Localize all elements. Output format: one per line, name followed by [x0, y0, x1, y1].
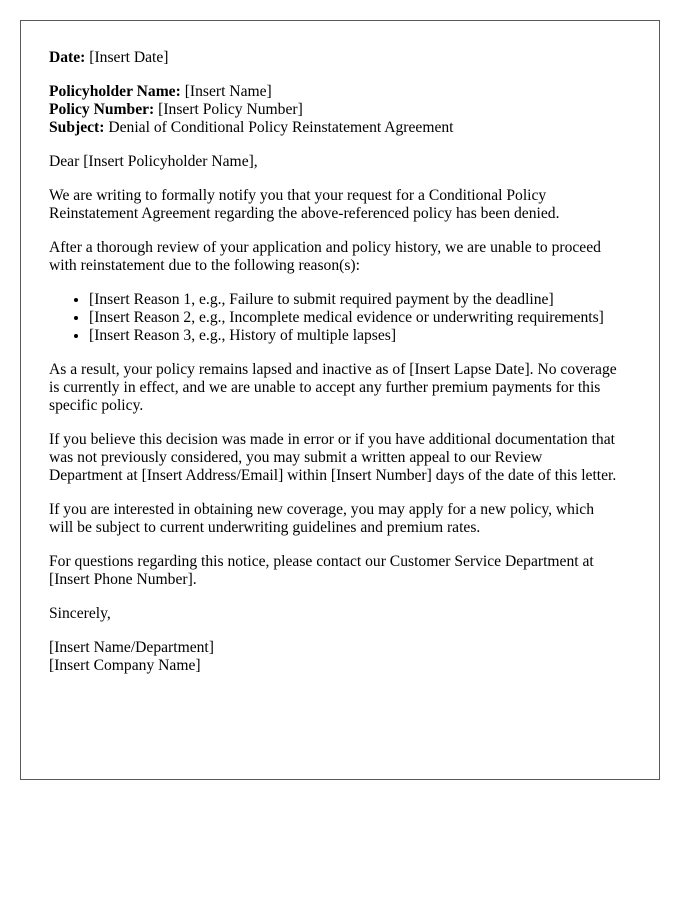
policy-number-value: [Insert Policy Number] — [154, 101, 303, 118]
salutation: Dear [Insert Policyholder Name], — [49, 153, 258, 170]
notification-line: Reinstatement Agreement regarding the above-referenced policy has been denied. — [49, 205, 560, 222]
appeal-paragraph — [49, 431, 631, 485]
review-line: After a thorough review of your application and policy history, we are unable to proceed — [49, 239, 601, 256]
date-line — [49, 49, 631, 67]
reason-item: • [Insert Reason 3, e.g., History of multiple lapses] — [89, 327, 631, 345]
letter-frame — [20, 20, 660, 780]
policyholder-value: [Insert Name] — [180, 83, 272, 100]
date-label: Date: — [49, 49, 86, 66]
appeal-line: Department at [Insert Address/Email] within [Insert Number] days of the date of this letter. — [49, 467, 617, 484]
subject-line — [49, 119, 631, 137]
reasons-list — [49, 291, 631, 345]
contact-line: [Insert Phone Number]. — [49, 571, 197, 588]
contact-line: For questions regarding this notice, please contact our Customer Service Department at — [49, 553, 594, 570]
closing: Sincerely, — [49, 605, 111, 622]
lapsed-line: As a result, your policy remains lapsed and inactive as of [Insert Lapse Date]. No coverage — [49, 361, 617, 378]
reason-item: • [Insert Reason 1, e.g., Failure to submit required payment by the deadline] — [89, 291, 631, 309]
date-value: [Insert Date] — [85, 49, 169, 66]
policy-info-block — [49, 83, 631, 137]
notification-paragraph — [49, 187, 631, 223]
signature-block — [49, 639, 631, 675]
review-line: with reinstatement due to the following reason(s): — [49, 257, 360, 274]
subject-label: Subject: — [49, 119, 105, 136]
signature-company: [Insert Company Name] — [49, 657, 201, 674]
policy-number-label: Policy Number: — [49, 101, 155, 118]
reason-item: • [Insert Reason 2, e.g., Incomplete medical evidence or underwriting requirements] — [89, 309, 631, 327]
new-coverage-paragraph — [49, 501, 631, 537]
new-coverage-line: will be subject to current underwriting guidelines and premium rates. — [49, 519, 481, 536]
signature-name: [Insert Name/Department] — [49, 639, 214, 656]
contact-paragraph — [49, 553, 631, 589]
policy-number-line — [49, 101, 631, 119]
review-paragraph — [49, 239, 631, 275]
notification-line: We are writing to formally notify you that your request for a Conditional Policy — [49, 187, 547, 204]
subject-value: Denial of Conditional Policy Reinstatement Agreement — [104, 119, 454, 136]
lapsed-line: specific policy. — [49, 397, 144, 414]
lapsed-line: is currently in effect, and we are unable to accept any further premium payments for this — [49, 379, 601, 396]
appeal-line: If you believe this decision was made in error or if you have additional documentation that — [49, 431, 615, 448]
new-coverage-line: If you are interested in obtaining new coverage, you may apply for a new policy, which — [49, 501, 595, 518]
policyholder-label: Policyholder Name: — [49, 83, 181, 100]
appeal-line: was not previously considered, you may submit a written appeal to our Review — [49, 449, 543, 466]
policyholder-line — [49, 83, 631, 101]
lapsed-paragraph — [49, 361, 631, 415]
